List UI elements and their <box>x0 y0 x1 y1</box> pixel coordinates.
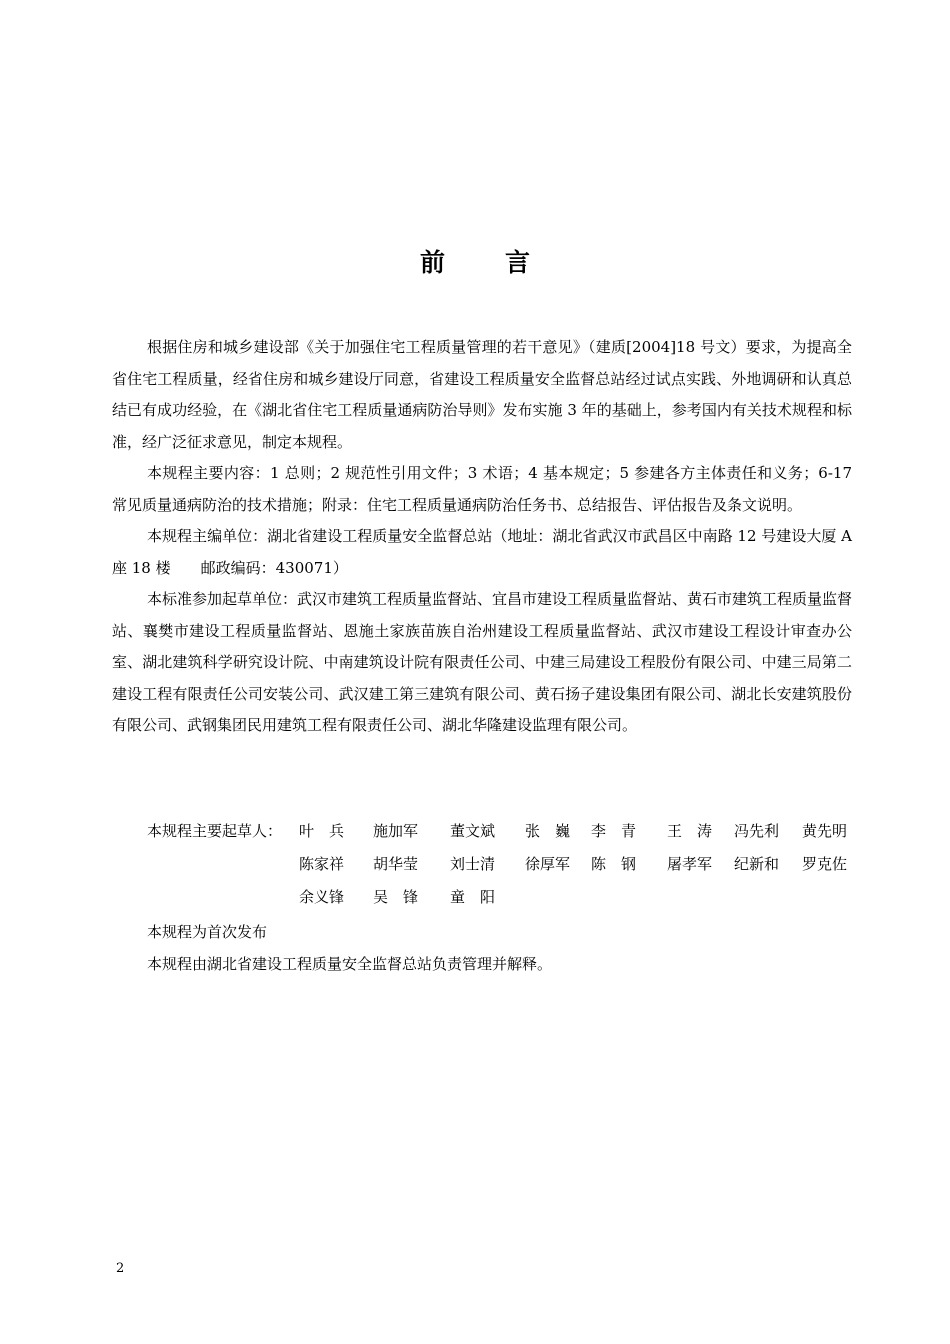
drafter-name: 余义锋 <box>299 888 345 906</box>
drafter-name: 叶 兵 <box>299 822 345 840</box>
title-char-1: 前 <box>419 248 445 277</box>
drafter-name: 罗克佐 <box>802 855 848 873</box>
paragraph-basis: 根据住房和城乡建设部《关于加强住宅工程质量管理的若干意见》（建质[2004]18 号文）要求，为提高全省住宅工程质量，经省住房和城乡建设厅同意，省建设工程质量安全监督总站经过试点实践、外地调研和认真总结已有成功经验，在《湖北省住宅工程质量通病防治导则》发布实施 3 年的基础上，参考国内有关技术规程和标准，经广泛征求意见，制定本规程。 <box>112 338 852 451</box>
drafter-name: 李 青 <box>591 822 637 840</box>
drafter-name: 陈 钢 <box>591 855 637 873</box>
title-char-2: 言 <box>505 248 531 277</box>
drafter-name: 吴 锋 <box>373 888 419 906</box>
drafter-name: 陈家祥 <box>299 855 345 873</box>
drafter-name: 徐厚军 <box>525 855 571 873</box>
page-title <box>0 243 950 279</box>
first-release-note: 本规程为首次发布 <box>147 923 268 941</box>
page-number: 2 <box>116 1261 125 1276</box>
paragraph-contents: 本规程主要内容：1 总则；2 规范性引用文件；3 术语；4 基本规定；5 参建各方主体责任和义务；6-17 常见质量通病防治的技术措施；附录：住宅工程质量通病防治任务书、总结报告、评估报告及条文说明。 <box>112 464 852 514</box>
drafter-name: 黄先明 <box>802 822 848 840</box>
drafter-name: 冯先利 <box>734 822 780 840</box>
drafter-name: 施加军 <box>373 822 419 840</box>
drafter-name: 王 涛 <box>667 822 713 840</box>
drafters-label: 本规程主要起草人： <box>147 822 283 840</box>
paragraph-chief-editor: 本规程主编单位：湖北省建设工程质量安全监督总站（地址：湖北省武汉市武昌区中南路 12 号建设大厦 A 座 18 楼 邮政编码：430071） <box>112 527 852 577</box>
paragraph-participating-units: 本标准参加起草单位：武汉市建筑工程质量监督站、宜昌市建设工程质量监督站、黄石市建筑工程质量监督站、襄樊市建设工程质量监督站、恩施土家族苗族自治州建设工程质量监督站、武汉市建设工程设计审查办公室、湖北建筑科学研究设计院、中南建筑设计院有限责任公司、中建三局建设工程股份有限公司、中建三局第二建设工程有限责任公司安装公司、武汉建工第三建筑有限公司、黄石扬子建设集团有限公司、湖北长安建筑股份有限公司、武钢集团民用建筑工程有限责任公司、湖北华隆建设监理有限公司。 <box>112 590 853 734</box>
foreword-body <box>112 332 852 742</box>
drafter-name: 董文斌 <box>450 822 496 840</box>
management-note: 本规程由湖北省建设工程质量安全监督总站负责管理并解释。 <box>147 955 553 973</box>
drafter-name: 纪新和 <box>734 855 780 873</box>
drafter-name: 张 巍 <box>525 822 571 840</box>
drafter-name: 屠孝军 <box>667 855 713 873</box>
drafter-name: 胡华莹 <box>373 855 419 873</box>
drafter-name: 刘士清 <box>450 855 496 873</box>
drafter-name: 童 阳 <box>450 888 496 906</box>
